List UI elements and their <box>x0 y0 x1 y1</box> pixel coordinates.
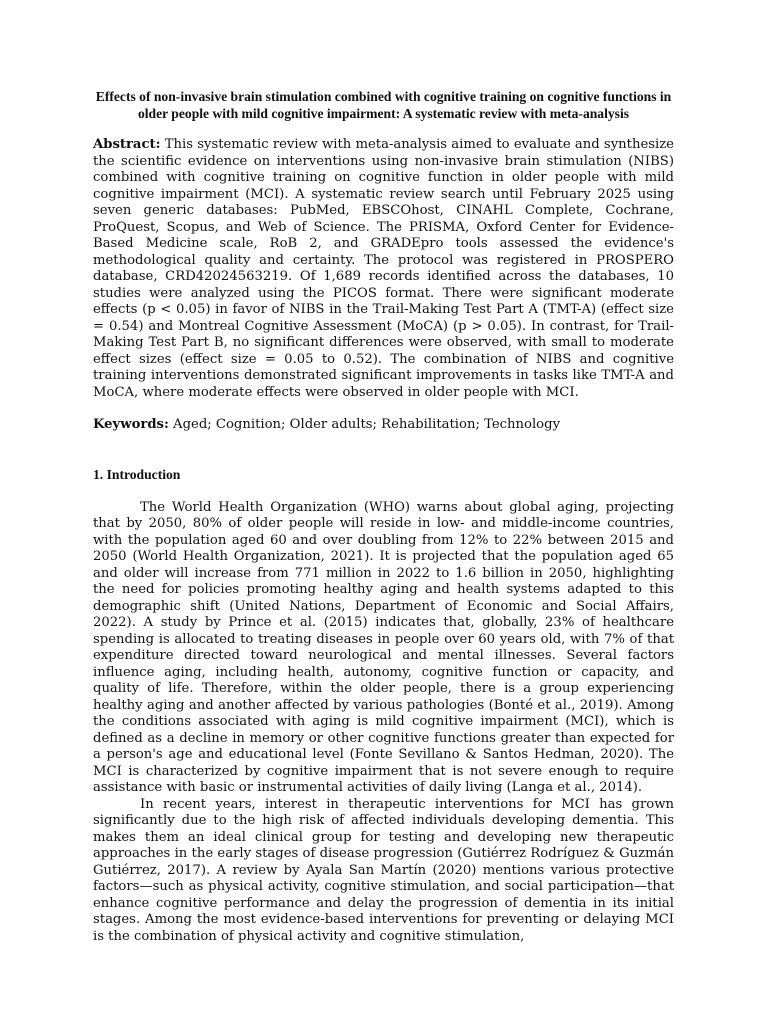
paper-page <box>93 88 674 945</box>
keywords-label: Keywords: <box>93 417 169 432</box>
introduction-paragraph: In recent years, interest in therapeutic interventions for MCI has grown significantly due to the high risk of affected individuals developing dementia. This makes them an ideal clinical group for testing and developing new therapeutic approaches in the early stages of disease progression (Gutiérrez Rodríguez & Guzmán Gutiérrez, 2017). A review by Ayala San Martín (2020) mentions various protective factors—such as physical activity, cognitive stimulation, and social participation—that enhance cognitive performance and delay the progression of dementia in its initial stages. Among the most evidence-based interventions for preventing or delaying MCI is the combination of physical activity and cognitive stimulation, <box>93 796 674 944</box>
abstract <box>93 137 674 401</box>
keywords <box>93 417 674 434</box>
abstract-label: Abstract: <box>93 137 161 152</box>
introduction-paragraph: The World Health Organization (WHO) warns about global aging, projecting that by 2050, 80% of older people will reside in low- and middle-income countries, with the population aged 60 and over doubling from 12% to 22% between 2015 and 2050 (World Health Organization, 2021). It is projected that the population aged 65 and older will increase from 771 million in 2022 to 1.6 billion in 2050, highlighting the need for policies promoting healthy aging and health systems adapted to this demographic shift (United Nations, Department of Economic and Social Affairs, 2022). A study by Prince et al. (2015) indicates that, globally, 23% of healthcare spending is allocated to treating diseases in people over 60 years old, with 7% of that expenditure directed toward neurological and mental illnesses. Several factors influence aging, including health, autonomy, cognitive function or capacity, and quality of life. Therefore, within the older people, there is a group experiencing healthy aging and another affected by various pathologies (Bonté et al., 2019). Among the conditions associated with aging is mild cognitive impairment (MCI), which is defined as a decline in memory or other cognitive functions greater than expected for a person's age and educational level (Fonte Sevillano & Santos Hedman, 2020). The MCI is characterized by cognitive impairment that is not severe enough to require assistance with basic or instrumental activities of daily living (Langa et al., 2014). <box>93 499 674 795</box>
paper-title: Effects of non-invasive brain stimulation combined with cognitive training on cognitive functions in older people with mild cognitive impairment: A systematic review with meta-analysis <box>95 89 672 121</box>
abstract-text: This systematic review with meta-analysis aimed to evaluate and synthesize the scientific evidence on interventions using non-invasive brain stimulation (NIBS) combined with cognitive training on cognitive function in older people with mild cognitive impairment (MCI). A systematic review search until February 2025 using seven generic databases: PubMed, EBSCOhost, CINAHL Complete, Cochrane, ProQuest, Scopus, and Web of Science. The PRISMA, Oxford Center for Evidence-Based Medicine scale, RoB 2, and GRADEpro tools assessed the evidence's methodological quality and certainty. The protocol was registered in PROSPERO database, CRD42024563219. Of 1,689 records identified across the databases, 10 studies were analyzed using the PICOS format. There were significant moderate effects (p < 0.05) in favor of NIBS in the Trail-Making Test Part A (TMT-A) (effect size = 0.54) and Montreal Cognitive Assessment (MoCA) (p > 0.05). In contrast, for Trail-Making Test Part B, no significant differences were observed, with small to moderate effect sizes (effect size = 0.05 to 0.52). The combination of NIBS and cognitive training interventions demonstrated significant improvements in tasks like TMT-A and MoCA, where moderate effects were observed in older people with MCI. <box>93 137 674 400</box>
section-heading-introduction: 1. Introduction <box>93 466 181 482</box>
keywords-text: Aged; Cognition; Older adults; Rehabilitation; Technology <box>173 417 561 432</box>
